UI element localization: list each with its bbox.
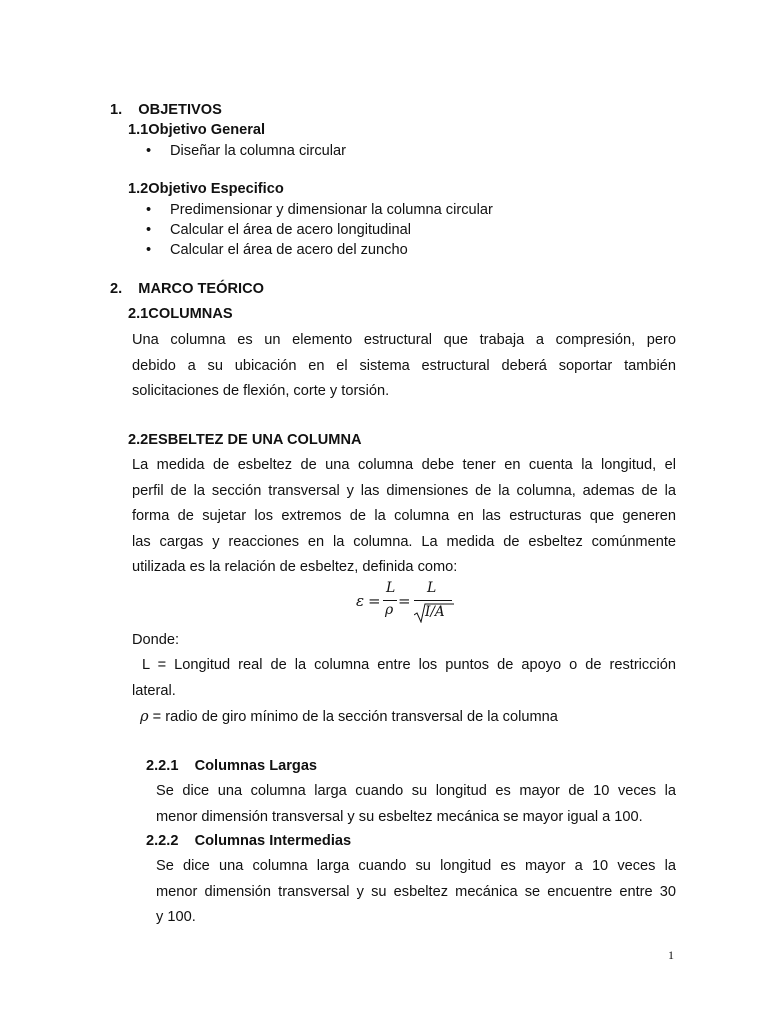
fraction-bar <box>383 600 397 601</box>
subsection-heading-2-2 <box>128 432 362 448</box>
subsection-title: COLUMNAS <box>148 306 233 322</box>
list-item-text: Diseñar la columna circular <box>170 143 347 159</box>
text-line: forma de sujetar los extremos de la columna en las estructuras que generen <box>132 508 676 524</box>
subsection-number: 2.2 <box>128 432 149 448</box>
equals-sign: = <box>368 592 381 610</box>
text-line: menor dimensión transversal y su esbeltez mecánica se encuentre entre 30 <box>156 883 676 900</box>
text-line: Una columna es un elemento estructural que trabaja a compresión, pero <box>132 332 676 348</box>
bullet-icon: • <box>146 242 152 258</box>
slenderness-formula <box>356 580 456 624</box>
paragraph-esbeltez <box>132 453 676 581</box>
subsection-heading-1-1 <box>128 122 265 138</box>
denominator-rho: ρ <box>385 602 394 618</box>
text-line: L = Longitud real de la columna entre los puntos de apoyo o de restricción <box>142 657 676 673</box>
rho-symbol: ρ <box>140 708 149 725</box>
list-item <box>146 202 493 218</box>
bullet-icon: • <box>146 143 152 159</box>
subsection-number: 1.2 <box>128 181 149 197</box>
subsection-title: ESBELTEZ DE UNA COLUMNA <box>148 432 362 448</box>
text-line: La medida de esbeltez de una columna debe tener en cuenta la longitud, el <box>132 457 676 473</box>
text-line: menor dimensión transversal y su esbeltez mecánica se mayor igual a 100. <box>156 808 643 825</box>
subsection-number: 2.1 <box>128 306 149 322</box>
text-line: utilizada es la relación de esbeltez, definida como: <box>132 559 458 575</box>
fraction-bar <box>414 600 452 601</box>
subsection-number: 1.1 <box>128 122 149 138</box>
list-item-text: Calcular el área de acero longitudinal <box>170 222 411 238</box>
section-title: OBJETIVOS <box>138 102 222 118</box>
paragraph-columnas <box>132 328 676 405</box>
page-number: 1 <box>668 948 674 962</box>
epsilon-symbol: ε <box>356 592 365 610</box>
subsubsection-number: 2.2.1 <box>146 758 179 774</box>
section-title: MARCO TEÓRICO <box>138 281 264 297</box>
list-item <box>146 143 346 159</box>
section-heading-2 <box>110 281 264 297</box>
definition-rho <box>140 708 558 725</box>
numerator-l: L <box>386 580 396 596</box>
definition-l <box>132 653 676 704</box>
section-number: 1. <box>110 102 123 118</box>
numerator-l: L <box>427 580 437 596</box>
equals-sign: = <box>398 592 411 610</box>
list-item <box>146 222 411 238</box>
subsection-heading-1-2 <box>128 181 284 197</box>
list-item <box>146 242 408 258</box>
subsubsection-title: Columnas Largas <box>194 758 318 774</box>
subsection-title: Objetivo General <box>148 122 266 138</box>
sqrt-argument: I/A <box>425 604 445 620</box>
text-line: lateral. <box>132 682 176 699</box>
text-line: Se dice una columna larga cuando su longitud es mayor de 10 veces la <box>156 783 676 799</box>
subsubsection-title: Columnas Intermedias <box>194 833 352 849</box>
bullet-icon: • <box>146 222 152 238</box>
list-item-text: Predimensionar y dimensionar la columna circular <box>170 202 493 218</box>
text-line: las cargas y reacciones en la columna. La medida de esbeltez comúnmente <box>132 533 676 550</box>
subsubsection-number: 2.2.2 <box>146 833 179 849</box>
section-heading-1 <box>110 102 222 118</box>
subsection-heading-2-1 <box>128 306 233 322</box>
text-line: solicitaciones de flexión, corte y torsión. <box>132 383 390 399</box>
text-line: perfil de la sección transversal y las dimensiones de la columna, ademas de la <box>132 482 676 499</box>
bullet-icon: • <box>146 202 152 218</box>
subsubsection-heading-2-2-1 <box>146 758 317 774</box>
paragraph-columnas-largas <box>156 779 676 830</box>
paragraph-columnas-intermedias <box>156 854 676 931</box>
list-item-text: Calcular el área de acero del zuncho <box>170 242 408 258</box>
text-line: Se dice una columna larga cuando su longitud es mayor a 10 veces la <box>156 858 676 874</box>
subsection-title: Objetivo Especifico <box>148 181 284 197</box>
donde-label: Donde: <box>132 632 180 648</box>
section-number: 2. <box>110 281 123 297</box>
text-line: y 100. <box>156 909 196 925</box>
text-line: debido a su ubicación en el sistema estructural deberá soportar también <box>132 357 676 374</box>
subsubsection-heading-2-2-2 <box>146 833 351 849</box>
definition-text: = radio de giro mínimo de la sección transversal de la columna <box>148 709 558 725</box>
